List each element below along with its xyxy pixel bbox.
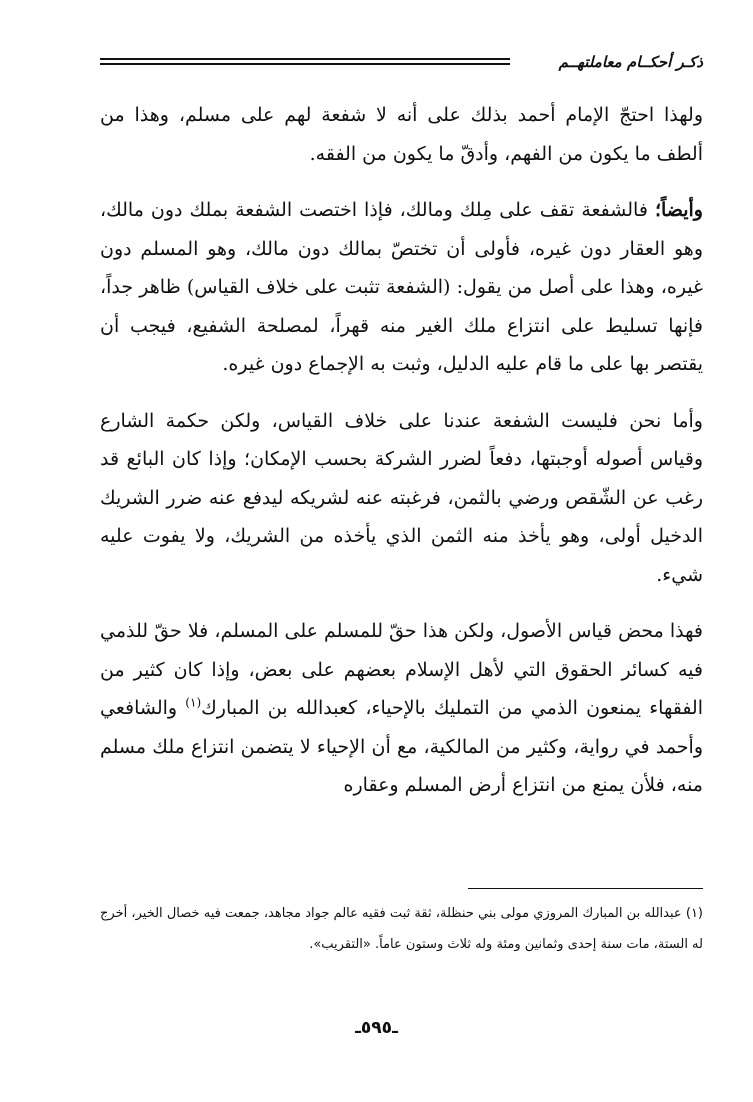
footnote-reference-mark[interactable]: (١): [185, 695, 202, 710]
page-number: ـ٥٩٥ـ: [355, 1018, 398, 1038]
paragraph-4: [100, 612, 703, 805]
paragraph-3: [100, 402, 703, 595]
header-double-rule: [100, 58, 510, 65]
footnote: [100, 898, 703, 960]
paragraph-4-text-before-note: فهذا محض قياس الأصول، ولكن هذا حقّ للمسلم على المسلم، فلا حقّ للذمي فيه كسائر الحقوق التي لأهل الإسلام بعضهم على بعض، وإذا كان كثير من الفقهاء يمنعون الذمي من التمليك بالإحياء، كعبدالله بن المبارك: [100, 620, 703, 719]
running-header-title: ذكـر أحكــام معاملتهــم: [558, 53, 703, 71]
paragraph-2-text: فالشفعة تقف على مِلك ومالك، فإذا اختصت الشفعة بملك دون مالك، وهو العقار دون غيره، فأولى أن تختصّ بمالك دون مالك، وهو المسلم دون غيره، وهذا على أصل من يقول: (الشفعة تثبت على خلاف القياس) ظاهر جداً، فإنها تسليط على انتزاع ملك الغير منه قهراً، لمصلحة الشفيع، فيجب أن يقتصر بها على ما قام عليه الدليل، وثبت به الإجماع دون غيره.: [100, 199, 703, 375]
running-header: [100, 52, 703, 74]
paragraph-4-text-after-note: والشافعي وأحمد في رواية، وكثير من المالكية، مع أن الإحياء لا يتضمن انتزاع ملك مسلم منه، فلأن يمنع من انتزاع أرض المسلم وعقاره: [100, 697, 703, 796]
paragraph-2: [100, 191, 703, 384]
paragraph-1: [100, 96, 703, 173]
paragraph-2-lead: وأيضاً؛: [654, 199, 703, 221]
main-text: [100, 96, 703, 823]
footnote-text: (١) عبدالله بن المبارك المروزي مولى بني حنظلة، ثقة ثبت فقيه عالم جواد مجاهد، جمعت فيه خصال الخير، أخرج له الستة، مات سنة إحدى وثمانين ومئة وله ثلاث وستون عاماً. «التقريب».: [100, 906, 703, 952]
paragraph-1-text: ولهذا احتجّ الإمام أحمد بذلك على أنه لا شفعة لهم على مسلم، وهذا من ألطف ما يكون من الفهم، وأدقّ ما يكون من الفقه.: [100, 104, 703, 165]
footnote-separator: [468, 888, 703, 889]
paragraph-3-text: وأما نحن فليست الشفعة عندنا على خلاف القياس، ولكن حكمة الشارع وقياس أصوله أوجبتها، دفعاً لضرر الشركة بحسب الإمكان؛ وإذا كان البائع قد رغب عن الشّقص ورضي بالثمن، فرغبته عنه لشريكه ليدفع عنه ضرر الشريك الدخيل أولى، وهو يأخذ منه الثمن الذي يأخذه من الشريك، ولا يفوت عليه شيء.: [100, 409, 703, 586]
